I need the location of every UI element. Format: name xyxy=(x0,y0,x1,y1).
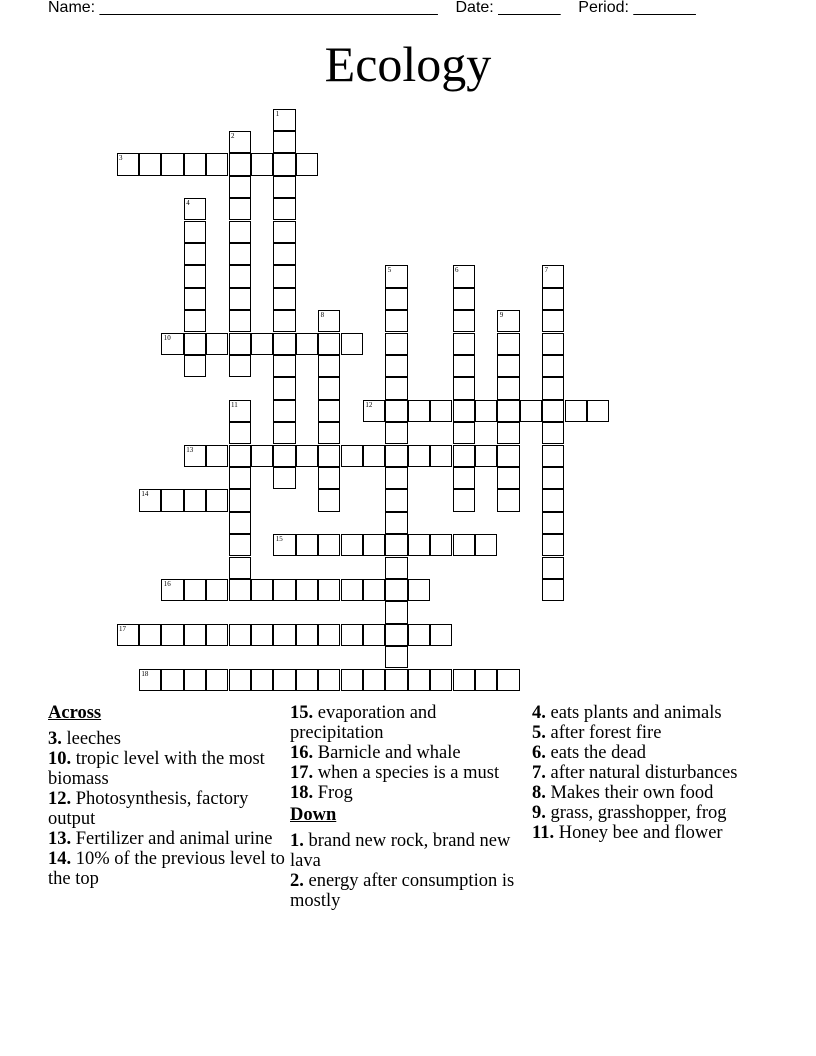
crossword-cell[interactable] xyxy=(229,131,251,153)
crossword-cell[interactable] xyxy=(273,624,295,646)
crossword-cell[interactable] xyxy=(229,512,251,534)
crossword-cell[interactable] xyxy=(542,534,564,556)
crossword-cell[interactable] xyxy=(385,601,407,623)
clue-number: 4 xyxy=(186,199,190,208)
crossword-cell[interactable] xyxy=(318,377,340,399)
crossword-cell[interactable] xyxy=(273,669,295,691)
crossword-cell[interactable] xyxy=(229,288,251,310)
crossword-cell[interactable] xyxy=(273,534,295,556)
crossword-cell[interactable] xyxy=(453,288,475,310)
crossword-cell[interactable] xyxy=(296,153,318,175)
crossword-cell[interactable] xyxy=(273,288,295,310)
clue-number: 18 xyxy=(141,669,149,678)
crossword-cell[interactable] xyxy=(273,243,295,265)
crossword-cell[interactable] xyxy=(385,288,407,310)
clue-column-1 xyxy=(48,703,288,889)
crossword-cell[interactable] xyxy=(117,624,139,646)
clue-number: 11 xyxy=(231,400,238,409)
crossword-cell[interactable] xyxy=(184,243,206,265)
crossword-cell[interactable] xyxy=(385,400,407,422)
crossword-cell[interactable] xyxy=(273,176,295,198)
crossword-cell[interactable] xyxy=(296,669,318,691)
crossword-cell[interactable] xyxy=(184,310,206,332)
crossword-cell[interactable] xyxy=(430,669,452,691)
crossword-cell[interactable] xyxy=(229,422,251,444)
crossword-cell[interactable] xyxy=(363,534,385,556)
crossword-cell[interactable] xyxy=(273,221,295,243)
crossword-cell[interactable] xyxy=(497,355,519,377)
crossword-cell[interactable] xyxy=(542,377,564,399)
crossword-cell[interactable] xyxy=(184,153,206,175)
crossword-cell[interactable] xyxy=(161,489,183,511)
crossword-cell[interactable] xyxy=(229,176,251,198)
crossword-cell[interactable] xyxy=(542,288,564,310)
page-title: Ecology xyxy=(324,36,492,92)
crossword-cell[interactable] xyxy=(184,579,206,601)
crossword-cell[interactable] xyxy=(273,109,295,131)
crossword-cell[interactable] xyxy=(184,198,206,220)
crossword-cell[interactable] xyxy=(385,579,407,601)
crossword-cell[interactable] xyxy=(408,579,430,601)
crossword-cell[interactable] xyxy=(229,579,251,601)
crossword-cell[interactable] xyxy=(542,333,564,355)
crossword-cell[interactable] xyxy=(363,579,385,601)
crossword-cell[interactable] xyxy=(341,624,363,646)
crossword-cell[interactable] xyxy=(161,153,183,175)
crossword-cell[interactable] xyxy=(229,355,251,377)
clue-down-1: 1. brand new rock, brand new lava xyxy=(290,831,511,871)
crossword-cell[interactable] xyxy=(318,669,340,691)
crossword-cell[interactable] xyxy=(229,669,251,691)
crossword-cell[interactable] xyxy=(363,445,385,467)
crossword-cell[interactable] xyxy=(430,445,452,467)
crossword-cell[interactable] xyxy=(229,221,251,243)
clue-number: 2 xyxy=(231,131,235,140)
crossword-cell[interactable] xyxy=(318,624,340,646)
crossword-cell[interactable] xyxy=(453,355,475,377)
crossword-cell[interactable] xyxy=(453,467,475,489)
crossword-cell[interactable] xyxy=(385,467,407,489)
crossword-cell[interactable] xyxy=(296,624,318,646)
clue-down-5: 5. after forest fire xyxy=(532,723,662,743)
crossword-cell[interactable] xyxy=(497,669,519,691)
crossword-cell[interactable] xyxy=(385,422,407,444)
crossword-cell[interactable] xyxy=(318,579,340,601)
name-label: Name: xyxy=(48,0,96,16)
crossword-cell[interactable] xyxy=(542,265,564,287)
down-heading: Down xyxy=(290,805,337,825)
crossword-cell[interactable] xyxy=(229,400,251,422)
crossword-cell[interactable] xyxy=(497,467,519,489)
clue-across-3: 3. leeches xyxy=(48,729,121,749)
crossword-cell[interactable] xyxy=(161,579,183,601)
across-heading: Across xyxy=(48,703,102,723)
crossword-cell[interactable] xyxy=(453,377,475,399)
clue-number: 14 xyxy=(141,490,149,499)
crossword-cell[interactable] xyxy=(430,400,452,422)
crossword-cell[interactable] xyxy=(161,624,183,646)
crossword-cell[interactable] xyxy=(117,153,139,175)
crossword-cell[interactable] xyxy=(408,534,430,556)
crossword-cell[interactable] xyxy=(229,467,251,489)
crossword-cell[interactable] xyxy=(542,310,564,332)
crossword-cell[interactable] xyxy=(273,355,295,377)
crossword-cell[interactable] xyxy=(497,445,519,467)
crossword-cell[interactable] xyxy=(475,669,497,691)
clue-down-9: 9. grass, grasshopper, frog xyxy=(532,803,727,823)
clue-number: 3 xyxy=(119,154,123,163)
crossword-cell[interactable] xyxy=(184,355,206,377)
crossword-cell[interactable] xyxy=(296,445,318,467)
period-blank[interactable]: _______ xyxy=(633,0,696,16)
crossword-cell[interactable] xyxy=(273,333,295,355)
crossword-cell[interactable] xyxy=(229,198,251,220)
crossword-cell[interactable] xyxy=(139,669,161,691)
crossword-cell[interactable] xyxy=(453,534,475,556)
crossword-cell[interactable] xyxy=(542,355,564,377)
crossword-cell[interactable] xyxy=(408,400,430,422)
crossword-cell[interactable] xyxy=(318,422,340,444)
crossword-cell[interactable] xyxy=(408,669,430,691)
crossword-cell[interactable] xyxy=(453,445,475,467)
crossword-cell[interactable] xyxy=(385,646,407,668)
clue-column-2 xyxy=(290,703,530,911)
crossword-cell[interactable] xyxy=(385,355,407,377)
date-label: Date: xyxy=(455,0,494,16)
clue-number: 5 xyxy=(387,266,392,275)
crossword-cell[interactable] xyxy=(229,243,251,265)
clue-number: 7 xyxy=(544,266,549,275)
crossword-cell[interactable] xyxy=(385,377,407,399)
clue-across-13: 13. Fertilizer and animal urine xyxy=(48,829,273,849)
crossword-cell[interactable] xyxy=(229,489,251,511)
crossword-cell[interactable] xyxy=(318,310,340,332)
crossword-cell[interactable] xyxy=(273,467,295,489)
name-blank[interactable]: ______________________________________ xyxy=(99,0,438,16)
crossword-cell[interactable] xyxy=(453,333,475,355)
crossword-cell[interactable] xyxy=(318,333,340,355)
clue-number: 10 xyxy=(163,333,171,342)
crossword-cell[interactable] xyxy=(206,579,228,601)
crossword-cell[interactable] xyxy=(206,445,228,467)
crossword-cell[interactable] xyxy=(229,153,251,175)
crossword-cell[interactable] xyxy=(296,534,318,556)
clue-number: 8 xyxy=(320,311,325,320)
crossword-cell[interactable] xyxy=(139,624,161,646)
crossword-cell[interactable] xyxy=(296,333,318,355)
crossword-cell[interactable] xyxy=(542,489,564,511)
clue-across-16: 16. Barnicle and whale xyxy=(290,743,461,763)
crossword-cell[interactable] xyxy=(273,377,295,399)
crossword-cell[interactable] xyxy=(318,467,340,489)
crossword-cell[interactable] xyxy=(475,400,497,422)
crossword-cell[interactable] xyxy=(184,445,206,467)
crossword-cell[interactable] xyxy=(184,333,206,355)
crossword-cell[interactable] xyxy=(453,422,475,444)
clue-down-2: 2. energy after consumption is mostly xyxy=(290,871,515,911)
crossword-cell[interactable] xyxy=(385,512,407,534)
crossword-cell[interactable] xyxy=(161,333,183,355)
crossword-cell[interactable] xyxy=(229,445,251,467)
crossword-cell[interactable] xyxy=(453,489,475,511)
clue-number: 17 xyxy=(119,624,126,633)
crossword-cell[interactable] xyxy=(229,333,251,355)
crossword-cell[interactable] xyxy=(318,355,340,377)
crossword-cell[interactable] xyxy=(341,669,363,691)
clue-number: 13 xyxy=(186,445,194,454)
crossword-cell[interactable] xyxy=(408,445,430,467)
crossword-cell[interactable] xyxy=(184,221,206,243)
crossword-cell[interactable] xyxy=(206,489,228,511)
crossword-cell[interactable] xyxy=(385,333,407,355)
crossword-cell[interactable] xyxy=(385,534,407,556)
crossword-cell[interactable] xyxy=(542,400,564,422)
crossword-cell[interactable] xyxy=(497,377,519,399)
crossword-cell[interactable] xyxy=(229,624,251,646)
crossword-cell[interactable] xyxy=(385,557,407,579)
date-blank[interactable]: _______ xyxy=(498,0,561,16)
crossword-cell[interactable] xyxy=(497,422,519,444)
crossword-cell[interactable] xyxy=(475,534,497,556)
crossword-cell[interactable] xyxy=(341,333,363,355)
crossword-cell[interactable] xyxy=(184,288,206,310)
crossword-cell[interactable] xyxy=(139,153,161,175)
crossword-cell[interactable] xyxy=(273,153,295,175)
clue-number: 16 xyxy=(163,579,171,588)
crossword-cell[interactable] xyxy=(273,131,295,153)
crossword-cell[interactable] xyxy=(206,624,228,646)
crossword-cell[interactable] xyxy=(565,400,587,422)
clue-across-14: 14. 10% of the previous level to the top xyxy=(48,849,285,889)
crossword-cell[interactable] xyxy=(251,669,273,691)
crossword-cell[interactable] xyxy=(251,579,273,601)
crossword-cell[interactable] xyxy=(408,624,430,646)
crossword-cell[interactable] xyxy=(184,624,206,646)
crossword-cell[interactable] xyxy=(542,579,564,601)
crossword-cell[interactable] xyxy=(184,489,206,511)
crossword-cell[interactable] xyxy=(229,310,251,332)
clue-column-3 xyxy=(532,703,772,843)
crossword-cell[interactable] xyxy=(453,265,475,287)
crossword-cell[interactable] xyxy=(497,310,519,332)
clue-number: 12 xyxy=(365,400,373,409)
crossword-cell[interactable] xyxy=(273,310,295,332)
crossword-cell[interactable] xyxy=(341,445,363,467)
crossword-cell[interactable] xyxy=(251,333,273,355)
crossword-cell[interactable] xyxy=(296,579,318,601)
clue-number: 15 xyxy=(275,535,283,544)
crossword-cell[interactable] xyxy=(520,400,542,422)
crossword-cell[interactable] xyxy=(184,669,206,691)
crossword-cell[interactable] xyxy=(273,198,295,220)
crossword-cell[interactable] xyxy=(318,445,340,467)
crossword-cell[interactable] xyxy=(453,400,475,422)
crossword-cell[interactable] xyxy=(318,400,340,422)
crossword-cell[interactable] xyxy=(430,534,452,556)
clue-down-8: 8. Makes their own food xyxy=(532,783,714,803)
clue-across-17: 17. when a species is a must xyxy=(290,763,500,783)
crossword-cell[interactable] xyxy=(161,669,183,691)
crossword-cell[interactable] xyxy=(251,445,273,467)
crossword-cell[interactable] xyxy=(318,534,340,556)
crossword-cell[interactable] xyxy=(385,445,407,467)
crossword-cell[interactable] xyxy=(385,265,407,287)
crossword-cell[interactable] xyxy=(542,512,564,534)
clue-down-7: 7. after natural disturbances xyxy=(532,763,738,783)
crossword-cell[interactable] xyxy=(206,333,228,355)
crossword-cell[interactable] xyxy=(363,400,385,422)
clue-across-15: 15. evaporation and precipitation xyxy=(290,703,437,743)
period-label: Period: xyxy=(578,0,629,16)
crossword-cell[interactable] xyxy=(184,265,206,287)
crossword-cell[interactable] xyxy=(385,489,407,511)
crossword-cell[interactable] xyxy=(497,400,519,422)
crossword-cell[interactable] xyxy=(206,153,228,175)
clue-down-6: 6. eats the dead xyxy=(532,743,647,763)
crossword-cell[interactable] xyxy=(363,669,385,691)
clue-across-10: 10. tropic level with the most biomass xyxy=(48,749,265,789)
crossword-cell[interactable] xyxy=(453,669,475,691)
crossword-cell[interactable] xyxy=(587,400,609,422)
crossword-cell[interactable] xyxy=(542,422,564,444)
crossword-cell[interactable] xyxy=(273,445,295,467)
crossword-cell[interactable] xyxy=(206,669,228,691)
crossword-cell[interactable] xyxy=(385,624,407,646)
crossword-cell[interactable] xyxy=(497,333,519,355)
crossword-cell[interactable] xyxy=(542,445,564,467)
crossword-cell[interactable] xyxy=(542,467,564,489)
crossword-cell[interactable] xyxy=(139,489,161,511)
crossword-cell[interactable] xyxy=(229,534,251,556)
crossword-cell[interactable] xyxy=(475,445,497,467)
crossword-cell[interactable] xyxy=(453,310,475,332)
crossword-cell[interactable] xyxy=(385,310,407,332)
crossword-cell[interactable] xyxy=(385,669,407,691)
crossword-cell[interactable] xyxy=(251,153,273,175)
clue-across-12: 12. Photosynthesis, factory output xyxy=(48,789,249,829)
crossword-cell[interactable] xyxy=(251,624,273,646)
crossword-cell[interactable] xyxy=(273,579,295,601)
crossword-cell[interactable] xyxy=(229,265,251,287)
clue-number: 9 xyxy=(499,311,504,320)
crossword-cell[interactable] xyxy=(341,534,363,556)
crossword-cell[interactable] xyxy=(273,265,295,287)
crossword-cell[interactable] xyxy=(497,489,519,511)
crossword-cell[interactable] xyxy=(318,489,340,511)
clue-across-18: 18. Frog xyxy=(290,783,353,803)
crossword-cell[interactable] xyxy=(542,557,564,579)
crossword-cell[interactable] xyxy=(273,422,295,444)
crossword-cell[interactable] xyxy=(229,557,251,579)
crossword-cell[interactable] xyxy=(430,624,452,646)
crossword-cell[interactable] xyxy=(363,624,385,646)
clue-number: 1 xyxy=(275,109,280,118)
clue-number: 6 xyxy=(455,266,459,275)
clue-down-4: 4. eats plants and animals xyxy=(532,703,722,723)
crossword-cell[interactable] xyxy=(273,400,295,422)
crossword-cell[interactable] xyxy=(341,579,363,601)
clue-down-11: 11. Honey bee and flower xyxy=(532,823,723,843)
